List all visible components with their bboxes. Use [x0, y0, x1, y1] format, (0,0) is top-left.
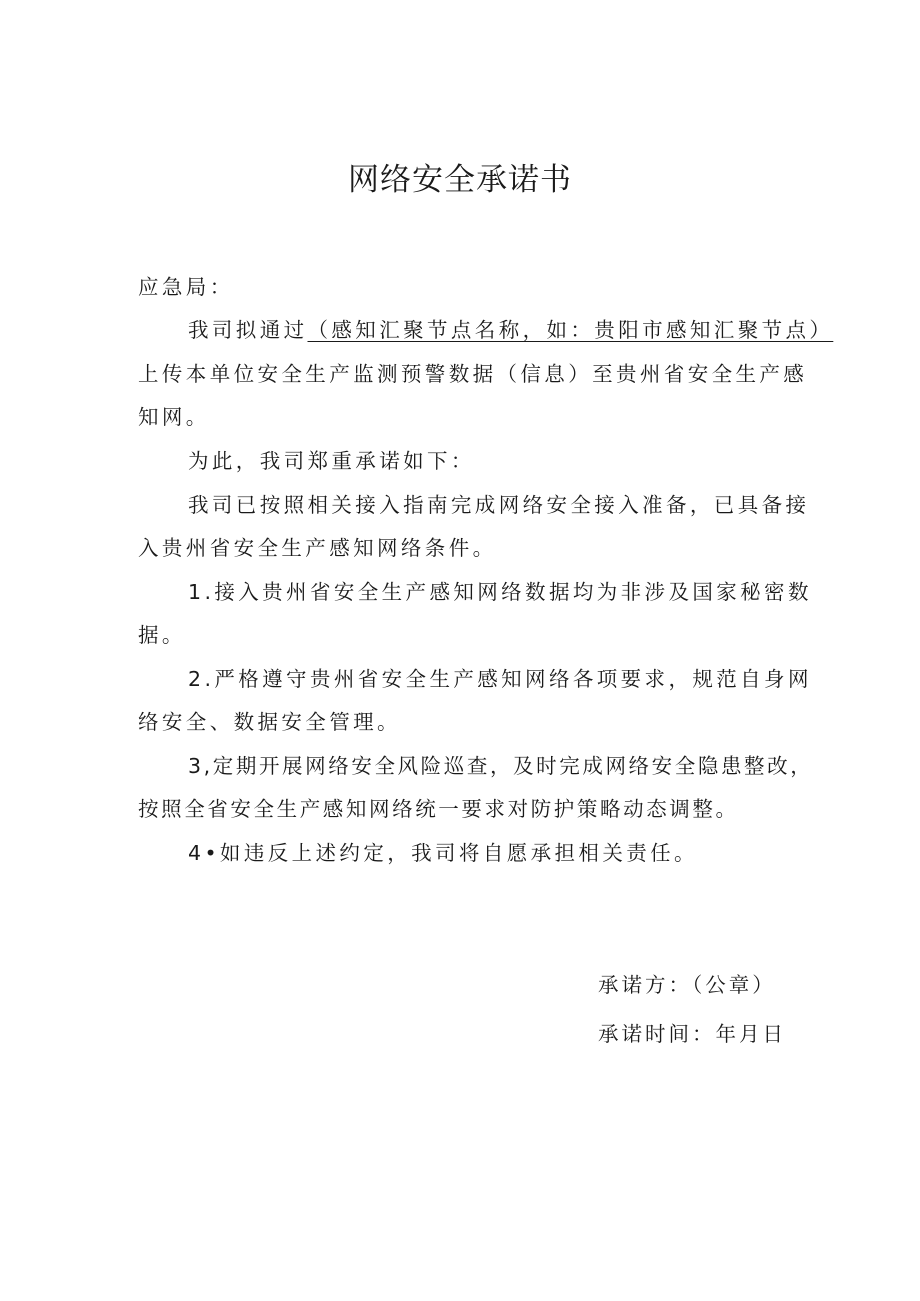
intro-prefix: 我司拟通过	[188, 318, 308, 342]
salutation: 应急局：	[138, 275, 234, 299]
signature-date: 承诺时间：年月日	[598, 1022, 786, 1046]
item-4-line-1: 4•如违反上述约定，我司将自愿承担相关责任。	[188, 841, 698, 865]
item-3-line-1: 3,定期开展网络安全风险巡查，及时完成网络安全隐患整改，	[188, 754, 814, 778]
readiness-line-2: 入贵州省安全生产感知网络条件。	[138, 536, 497, 560]
intro-line-2: 上传本单位安全生产监测预警数据（信息）至贵州省安全生产感	[138, 362, 808, 386]
readiness-line-1: 我司已按照相关接入指南完成网络安全接入准备，已具备接	[188, 493, 810, 517]
item-2-line-2: 络安全、数据安全管理。	[138, 710, 401, 734]
intro-line-1	[188, 315, 833, 345]
item-2-line-1: 2.严格遵守贵州省安全生产感知网络各项要求，规范自身网	[188, 667, 812, 691]
pledge-intro: 为此，我司郑重承诺如下：	[188, 449, 475, 473]
item-1-line-1: 1.接入贵州省安全生产感知网络数据均为非涉及国家秘密数	[188, 580, 812, 604]
signature-party: 承诺方：（公章）	[598, 973, 776, 997]
item-1-line-2: 据。	[138, 623, 186, 647]
intro-line-3: 知网。	[138, 405, 210, 429]
intro-placeholder-node-name: （感知汇聚节点名称，如：贵阳市感知汇聚节点）	[307, 318, 834, 342]
item-3-line-2: 按照全省安全生产感知网络统一要求对防护策略动态调整。	[138, 797, 739, 821]
document-title: 网络安全承诺书	[348, 162, 572, 198]
